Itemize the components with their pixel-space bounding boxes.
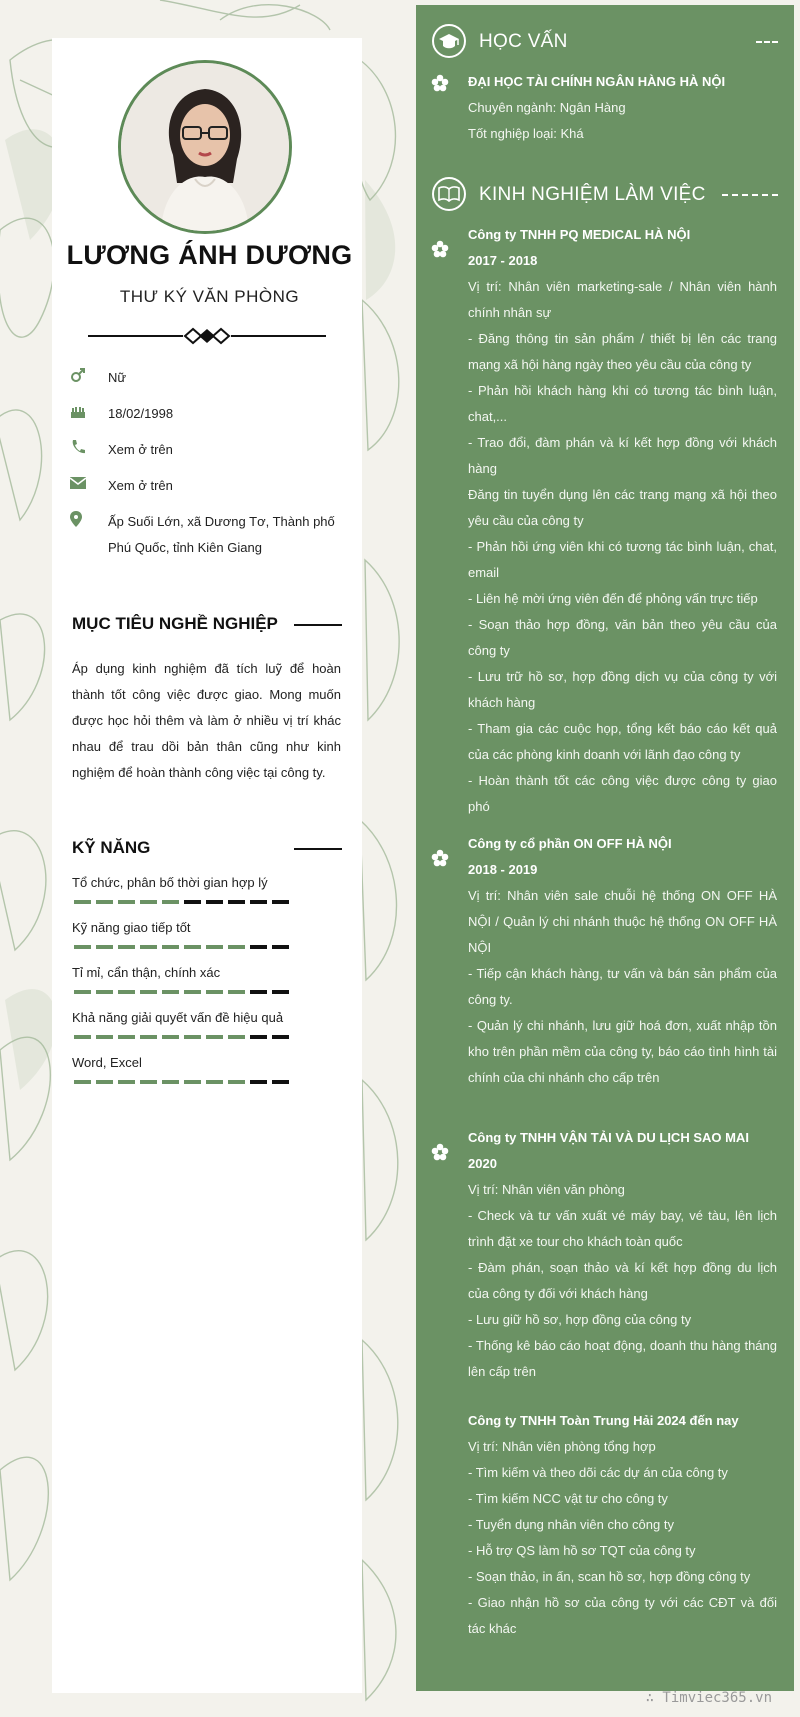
skill-level-segment [74,1080,91,1084]
job-block [468,831,777,1091]
skill-level-segment [272,1035,289,1039]
skill-level-segment [272,900,289,904]
experience-header [432,177,782,215]
job-period: 2017 - 2018 [468,253,538,268]
skill-level-segment [74,945,91,949]
skill-level-segment [184,1035,201,1039]
skill-item [72,875,342,904]
job-detail-line: - Trao đổi, đàm phán và kí kết hợp đồng với khách hàng [468,435,777,476]
skill-level-segment [250,990,267,994]
job-detail-line: - Hoàn thành tốt các công việc được công ty giao phó [468,773,777,814]
skill-level-bar [74,945,342,949]
education-school: ĐẠI HỌC TÀI CHÍNH NGÂN HÀNG HÀ NỘI [468,74,726,89]
skill-level-segment [184,990,201,994]
objective-text: Áp dụng kinh nghiệm đã tích luỹ để hoàn thành tốt công việc được giao. Mong muốn được học hỏi thêm và làm ở nhiều vị trí khác nhau để trau dồi bản thân cũng như kinh nghiệm để hoàn thành công việc tại công ty. [72,661,341,780]
skill-level-segment [250,1080,267,1084]
watermark-logo-icon: ∴ [645,1690,663,1706]
job-detail-line: - Soạn thảo, in ấn, scan hồ sơ, hợp đồng công ty [468,1569,751,1584]
skill-level-segment [96,990,113,994]
skill-level-segment [96,1080,113,1084]
gender-row [70,365,340,391]
skill-level-segment [140,990,157,994]
skill-level-segment [272,1080,289,1084]
job-detail-line: Vị trí: Nhân viên văn phòng [468,1182,625,1197]
skill-level-segment [96,1035,113,1039]
job-detail-line: Vị trí: Nhân viên phòng tổng hợp [468,1439,656,1454]
skill-level-segment [162,900,179,904]
skill-level-segment [162,1035,179,1039]
skill-level-segment [140,1080,157,1084]
skill-label: Khả năng giải quyết vấn đề hiệu quả [72,1010,284,1025]
skill-item [72,1010,342,1039]
job-company: Công ty cổ phần ON OFF HÀ NỘI [468,836,672,851]
experience-heading-dash [722,194,778,196]
skill-level-segment [228,990,245,994]
job-detail-line: - Đăng thông tin sản phẩm / thiết bị lên các trang mạng xã hội hàng ngày theo yêu cầu của công ty [468,331,777,372]
skill-level-segment [184,900,201,904]
skill-level-segment [118,945,135,949]
skill-level-segment [96,945,113,949]
envelope-icon [70,473,108,493]
job-company: Công ty TNHH PQ MEDICAL HÀ NỘI [468,227,691,242]
phone-icon [70,437,108,457]
gender-value: Nữ [108,370,127,385]
location-pin-icon [70,509,108,529]
candidate-name: LƯƠNG ÁNH DƯƠNG [66,240,353,270]
email-row [70,473,340,499]
objective-heading-line [294,624,342,626]
watermark-text: Timviec365.vn [662,1690,772,1706]
job-detail-line: - Tuyển dụng nhân viên cho công ty [468,1517,674,1532]
job-detail-line: - Đàm phán, soạn thảo và kí kết hợp đồng du lịch của công ty đối với khách hàng [468,1260,777,1301]
skill-level-segment [228,1035,245,1039]
skill-label: Kỹ năng giao tiếp tốt [72,920,191,935]
skills-heading-line [294,848,342,850]
job-detail-line: - Tiếp cận khách hàng, tư vấn và bán sản phẩm của công ty. [468,966,777,1007]
job-detail-line: - Phản hồi ứng viên khi có tương tác bình luận, chat, email [468,539,777,580]
job-detail-line: - Tìm kiếm NCC vật tư cho công ty [468,1491,668,1506]
skill-level-segment [118,990,135,994]
skills-heading: KỸ NĂNG [72,838,151,857]
flower-bullet-icon [431,240,449,258]
skill-level-segment [250,945,267,949]
skill-item [72,920,342,949]
job-company: Công ty TNHH VẬN TẢI VÀ DU LỊCH SAO MAI [468,1130,749,1145]
skill-level-bar [74,1080,342,1084]
skill-label: Tổ chức, phân bố thời gian hợp lý [72,875,268,890]
skill-level-segment [228,1080,245,1084]
birthday-value: 18/02/1998 [108,406,174,421]
skill-level-segment [140,900,157,904]
job-period: 2018 - 2019 [468,862,538,877]
skill-level-segment [250,900,267,904]
skill-level-segment [74,1035,91,1039]
education-heading-dash [756,41,778,43]
phone-value: Xem ở trên [108,442,173,457]
job-title: THƯ KÝ VĂN PHÒNG [119,287,300,306]
address-value: Ấp Suối Lớn, xã Dương Tơ, Thành phố Phú Quốc, tỉnh Kiên Giang [108,514,335,555]
job-block [468,1125,777,1385]
education-header [432,24,782,62]
flower-bullet-icon [431,74,449,92]
job-block [468,1408,777,1642]
birthday-cake-icon [70,401,108,421]
flower-bullet-icon [431,1143,449,1161]
education-block [468,69,777,147]
job-detail-line: - Lưu trữ hồ sơ, hợp đồng dịch vụ của công ty với khách hàng [468,669,777,710]
skill-level-segment [162,945,179,949]
skill-level-segment [206,900,223,904]
job-detail-line: - Thống kê báo cáo hoạt động, doanh thu hàng tháng lên cấp trên [468,1338,777,1379]
skill-level-segment [74,900,91,904]
job-detail-line: Vị trí: Nhân viên marketing-sale / Nhân viên hành chính nhân sự [468,279,777,320]
skill-label: Word, Excel [72,1055,142,1070]
skill-level-segment [140,945,157,949]
skill-level-segment [228,945,245,949]
job-detail-line: Đăng tin tuyển dụng lên các trang mạng xã hội theo yêu cầu của công ty [468,487,777,528]
address-row [70,509,340,561]
education-major: Chuyên ngành: Ngân Hàng [468,100,626,115]
birthday-row [70,401,340,427]
skill-level-segment [140,1035,157,1039]
skill-level-segment [162,1080,179,1084]
objective-heading: MỤC TIÊU NGHỀ NGHIỆP [72,614,278,633]
education-grade: Tốt nghiệp loại: Khá [468,126,584,141]
job-detail-line: - Tìm kiếm và theo dõi các dự án của công ty [468,1465,728,1480]
gender-icon [70,365,108,385]
phone-row [70,437,340,463]
watermark [646,1690,772,1706]
job-period: 2020 [468,1156,497,1171]
skill-level-segment [206,990,223,994]
job-detail-line: - Lưu giữ hồ sơ, hợp đồng của công ty [468,1312,692,1327]
job-detail-line: Vị trí: Nhân viên sale chuỗi hệ thống ON OFF HÀ NỘI / Quản lý chi nhánh thuộc hệ thống ON OFF HÀ NỘI [468,888,777,955]
flower-bullet-icon [431,849,449,867]
education-heading: HỌC VẤN [479,31,568,52]
email-value: Xem ở trên [108,478,173,493]
skill-level-bar [74,990,342,994]
skill-level-segment [118,900,135,904]
skill-level-segment [74,990,91,994]
skill-level-segment [184,1080,201,1084]
skill-item [72,1055,342,1084]
skill-level-segment [162,990,179,994]
job-detail-line: - Phản hồi khách hàng khi có tương tác bình luận, chat,... [468,383,777,424]
skill-level-segment [272,990,289,994]
skill-level-segment [206,945,223,949]
title-divider [88,325,326,347]
skill-level-segment [272,945,289,949]
skill-level-segment [206,1080,223,1084]
skill-level-segment [228,900,245,904]
job-detail-line: - Check và tư vấn xuất vé máy bay, vé tàu, lên lịch trình đặt xe tour cho khách toàn quốc [468,1208,777,1249]
job-detail-line: - Hỗ trợ QS làm hồ sơ TQT của công ty [468,1543,696,1558]
skill-item [72,965,342,994]
skill-level-segment [206,1035,223,1039]
skill-label: Tỉ mỉ, cẩn thận, chính xác [72,965,221,980]
skill-level-segment [184,945,201,949]
job-detail-line: - Giao nhận hồ sơ của công ty với các CĐT và đối tác khác [468,1595,777,1636]
skill-level-segment [250,1035,267,1039]
job-block [468,222,777,820]
skill-level-bar [74,900,342,904]
job-company: Công ty TNHH Toàn Trung Hải 2024 đến nay [468,1413,739,1428]
avatar [118,60,292,234]
job-detail-line: - Tham gia các cuộc họp, tổng kết báo cáo kết quả của các phòng kinh doanh với lãnh đạo công ty [468,721,777,762]
experience-heading: KINH NGHIỆM LÀM VIỆC [479,184,706,205]
graduation-cap-icon [432,24,466,58]
job-detail-line: - Liên hệ mời ứng viên đến để phỏng vấn trực tiếp [468,591,758,606]
skill-level-bar [74,1035,342,1039]
skill-level-segment [118,1035,135,1039]
book-icon [432,177,466,211]
job-detail-line: - Quản lý chi nhánh, lưu giữ hoá đơn, xuất nhập tồn kho trên phần mềm của công ty, báo cáo tình hình tài chính của chi nhánh cho cấp trên [468,1018,777,1085]
job-detail-line: - Soạn thảo hợp đồng, văn bản theo yêu cầu của công ty [468,617,777,658]
skill-level-segment [118,1080,135,1084]
skill-level-segment [96,900,113,904]
